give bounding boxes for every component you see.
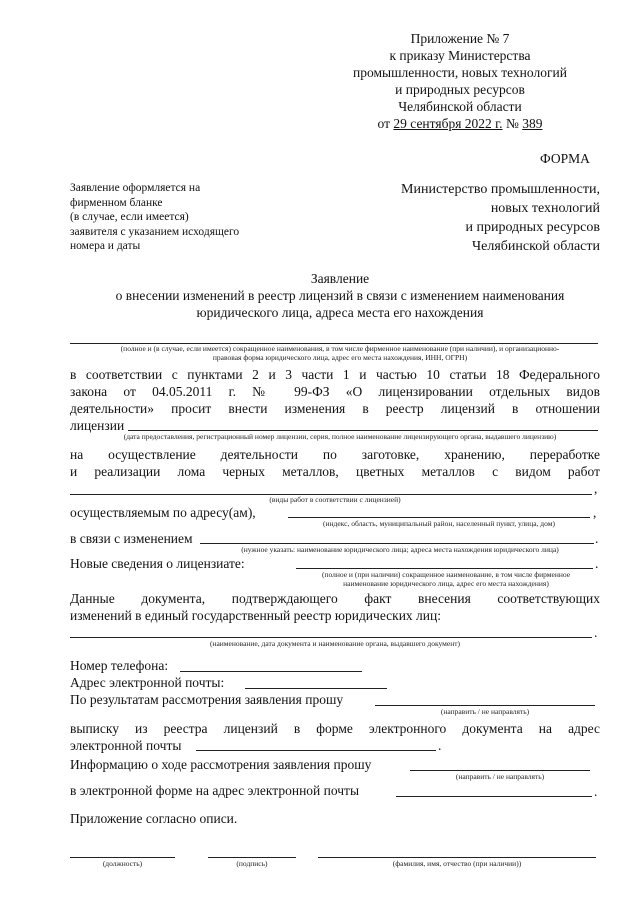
progress-field[interactable] <box>410 770 590 771</box>
paragraph-line: изменений в единый государственный реестр юридических лиц: <box>70 608 441 623</box>
note-line: (в случае, если имеется) <box>70 211 189 223</box>
signature-caption: (подпись) <box>236 859 268 868</box>
paragraph-line: электронной почты <box>70 738 182 753</box>
comma: , <box>594 481 598 496</box>
position-field[interactable] <box>70 857 175 858</box>
new-info-field[interactable] <box>296 568 593 569</box>
paragraph-line: лицензии <box>70 418 125 433</box>
caption-line: правовая форма юридического лица, адрес его места нахождения, ИНН, ОГРН) <box>212 353 468 362</box>
paragraph-line: Данные документа, подтверждающего факт внесения соответствующих <box>70 591 600 606</box>
request-label: По результатам рассмотрения заявления прошу <box>70 692 344 707</box>
paragraph-line: на осуществление деятельности по заготовке, хранению, переработке <box>70 447 600 462</box>
appendix-order: к приказу Министерства <box>389 48 531 63</box>
license-field[interactable] <box>128 430 598 431</box>
extract-email-field[interactable] <box>196 750 436 751</box>
caption-line: (полное и (в случае, если имеется) сокращенное наименования, в том числе фирменное наименование (при наличии), и организационно- <box>120 344 560 353</box>
extract-paragraph <box>70 720 600 754</box>
paragraph-line: закона от 04.05.2011 г. № 99-ФЗ «О лицензировании отдельных видов <box>70 384 600 399</box>
dot: . <box>594 625 598 640</box>
letterhead-note <box>70 181 239 254</box>
paragraph-line: деятельности» просит внести изменения в реестр лицензий в отношении <box>70 401 600 416</box>
address-caption: (индекс, область, муниципальный район, населенный пункт, улица, дом) <box>323 519 555 528</box>
electronic-label: в электронной форме на адрес электронной почты <box>70 783 360 798</box>
note-line: номера и даты <box>70 240 141 252</box>
addressee-line: Министерство промышленности, <box>401 182 600 197</box>
work-types-caption: (виды работ в соответствии с лицензией) <box>269 495 401 504</box>
addressee-line: новых технологий <box>490 201 600 216</box>
appendix-number: Приложение № 7 <box>410 31 510 46</box>
fio-caption: (фамилия, имя, отчество (при наличии)) <box>392 859 522 868</box>
addressee-line: и природных ресурсов <box>465 220 600 235</box>
comma: , <box>593 505 597 520</box>
note-line: заявителя с указанием исходящего <box>70 225 240 238</box>
email-field[interactable] <box>245 688 387 689</box>
appendix-ministry-l2: и природных ресурсов <box>395 82 525 97</box>
document-title <box>40 270 640 321</box>
title-line: о внесении изменений в реестр лицензий в связи с изменением наименования <box>115 288 565 303</box>
change-field[interactable] <box>200 543 594 544</box>
appendix-header <box>330 30 590 132</box>
new-info-label: Новые сведения о лицензиате: <box>70 556 245 571</box>
egrul-caption: (наименование, дата документа и наименование органа, выдавшего документ) <box>209 639 461 648</box>
form-label: ФОРМА <box>540 151 590 166</box>
dot: . <box>594 784 598 799</box>
appendix-ministry-l1: промышленности, новых технологий <box>353 65 567 80</box>
note-line: фирменном бланке <box>70 196 163 209</box>
new-info-caption <box>296 570 596 588</box>
order-date: 29 сентября 2022 г. <box>393 116 503 131</box>
order-number: 389 <box>522 116 543 131</box>
phone-field[interactable] <box>180 671 362 672</box>
request-caption: (направить / не направлять) <box>440 707 530 716</box>
progress-label: Информацию о ходе рассмотрения заявления прошу <box>70 757 372 772</box>
note-line: Заявление оформляется на <box>70 182 201 194</box>
number-prefix: № <box>502 116 523 131</box>
paragraph-line: выписку из реестра лицензий в форме электронного документа на адрес <box>70 721 600 736</box>
dot: . <box>595 556 599 571</box>
appendix-date-line <box>330 115 590 132</box>
egrul-field[interactable] <box>70 637 592 638</box>
email-label: Адрес электронной почты: <box>70 675 225 690</box>
caption-line: (полное и (при наличии) сокращенное наименование, в том числе фирменное <box>321 570 571 579</box>
addressee-line: Челябинской области <box>472 239 600 254</box>
title-main: Заявление <box>310 271 370 286</box>
change-label: в связи с изменением <box>70 531 193 546</box>
position-caption: (должность) <box>102 859 143 868</box>
title-line: юридического лица, адреса места его нахождения <box>196 305 484 320</box>
activity-paragraph <box>70 446 600 480</box>
license-caption: (дата предоставления, регистрационный номер лицензии, серия, полное наименование лицензирующего органа, выдавшего лицензию) <box>123 432 557 441</box>
dot: . <box>438 738 442 753</box>
date-prefix: от <box>377 116 394 131</box>
attachment-note: Приложение согласно описи. <box>70 811 238 826</box>
change-caption: (нужное указать: наименование юридического лица; адреса места нахождения юридического лица) <box>241 545 559 554</box>
legal-basis-paragraph <box>70 366 600 434</box>
address-label: осуществляемым по адресу(ам), <box>70 505 256 520</box>
address-field[interactable] <box>288 517 590 518</box>
applicant-caption <box>60 344 620 362</box>
request-field[interactable] <box>375 705 595 706</box>
progress-caption: (направить / не направлять) <box>455 772 545 781</box>
signature-field[interactable] <box>208 857 296 858</box>
electronic-email-field[interactable] <box>396 796 592 797</box>
fio-field[interactable] <box>318 857 596 858</box>
paragraph-line: и реализации лома черных металлов, цветных металлов с видом работ <box>70 464 600 479</box>
dot: . <box>595 531 599 546</box>
caption-line: наименование юридического лица, адрес его места нахождения) <box>343 579 549 588</box>
paragraph-line: в соответствии с пунктами 2 и 3 части 1 и частью 10 статьи 18 Федерального <box>70 367 600 382</box>
phone-label: Номер телефона: <box>70 658 169 673</box>
addressee <box>370 180 600 256</box>
egrul-paragraph <box>70 590 600 624</box>
appendix-region: Челябинской области <box>398 99 522 114</box>
